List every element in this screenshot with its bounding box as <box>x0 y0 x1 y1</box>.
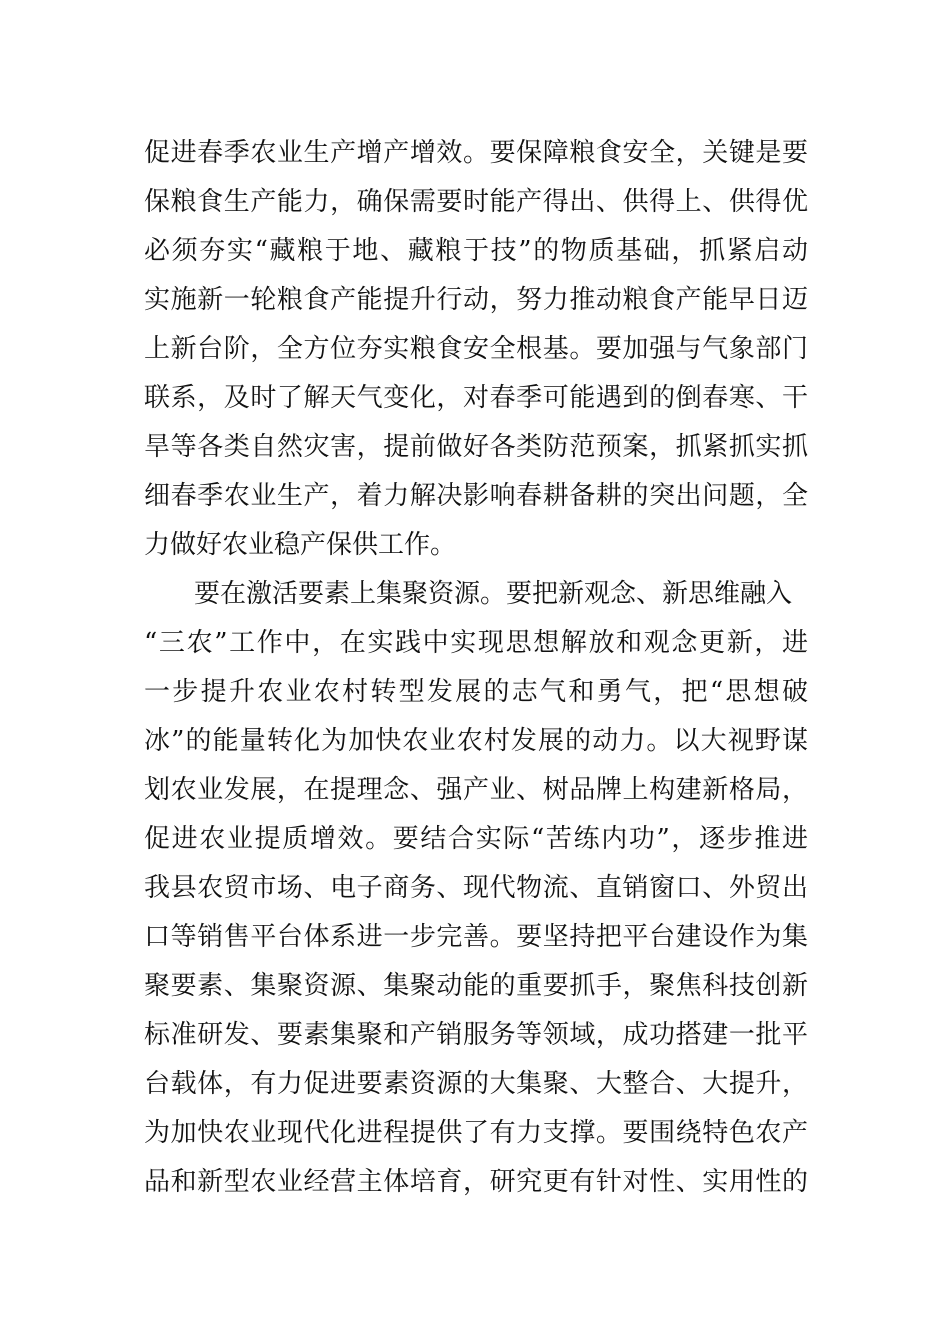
text-line: 要在激活要素上集聚资源。要把新观念、新思维融入 <box>194 579 793 609</box>
text-line: 实施新一轮粮食产能提升行动，努力推动粮食产能早日迈 <box>144 285 808 315</box>
paragraph-1 <box>144 129 808 570</box>
body-text <box>144 129 808 1207</box>
text-line: 品和新型农业经营主体培育，研究更有针对性、实用性的 <box>144 1167 808 1197</box>
text-line: 为加快农业现代化进程提供了有力支撑。要围绕特色农产 <box>144 1118 808 1148</box>
text-line: 冰”的能量转化为加快农业农村发展的动力。以大视野谋 <box>144 726 808 756</box>
text-line: 标准研发、要素集聚和产销服务等领域，成功搭建一批平 <box>144 1020 808 1050</box>
text-line: 上新台阶，全方位夯实粮食安全根基。要加强与气象部门 <box>144 334 808 364</box>
text-line: 划农业发展，在提理念、强产业、树品牌上构建新格局， <box>144 775 808 805</box>
text-line: 必须夯实“藏粮于地、藏粮于技”的物质基础，抓紧启动 <box>144 236 808 266</box>
text-line: 口等销售平台体系进一步完善。要坚持把平台建设作为集 <box>144 922 808 952</box>
text-line: 旱等各类自然灾害，提前做好各类防范预案，抓紧抓实抓 <box>144 432 808 462</box>
text-line: 我县农贸市场、电子商务、现代物流、直销窗口、外贸出 <box>144 873 808 903</box>
text-line: 细春季农业生产，着力解决影响春耕备耕的突出问题，全 <box>144 481 808 511</box>
text-line: 促进春季农业生产增产增效。要保障粮食安全，关键是要 <box>144 138 808 168</box>
text-line: 保粮食生产能力，确保需要时能产得出、供得上、供得优 <box>144 187 808 217</box>
text-line: 台载体，有力促进要素资源的大集聚、大整合、大提升， <box>144 1069 808 1099</box>
text-line: 联系，及时了解天气变化，对春季可能遇到的倒春寒、干 <box>144 383 808 413</box>
text-line: 力做好农业稳产保供工作。 <box>144 530 457 560</box>
text-line: 聚要素、集聚资源、集聚动能的重要抓手，聚焦科技创新 <box>144 971 808 1001</box>
paragraph-2 <box>144 570 808 1207</box>
text-line: 一步提升农业农村转型发展的志气和勇气，把“思想破 <box>144 677 808 707</box>
text-line: 促进农业提质增效。要结合实际“苦练内功”，逐步推进 <box>144 824 808 854</box>
text-line: “三农”工作中，在实践中实现思想解放和观念更新，进 <box>144 628 808 658</box>
